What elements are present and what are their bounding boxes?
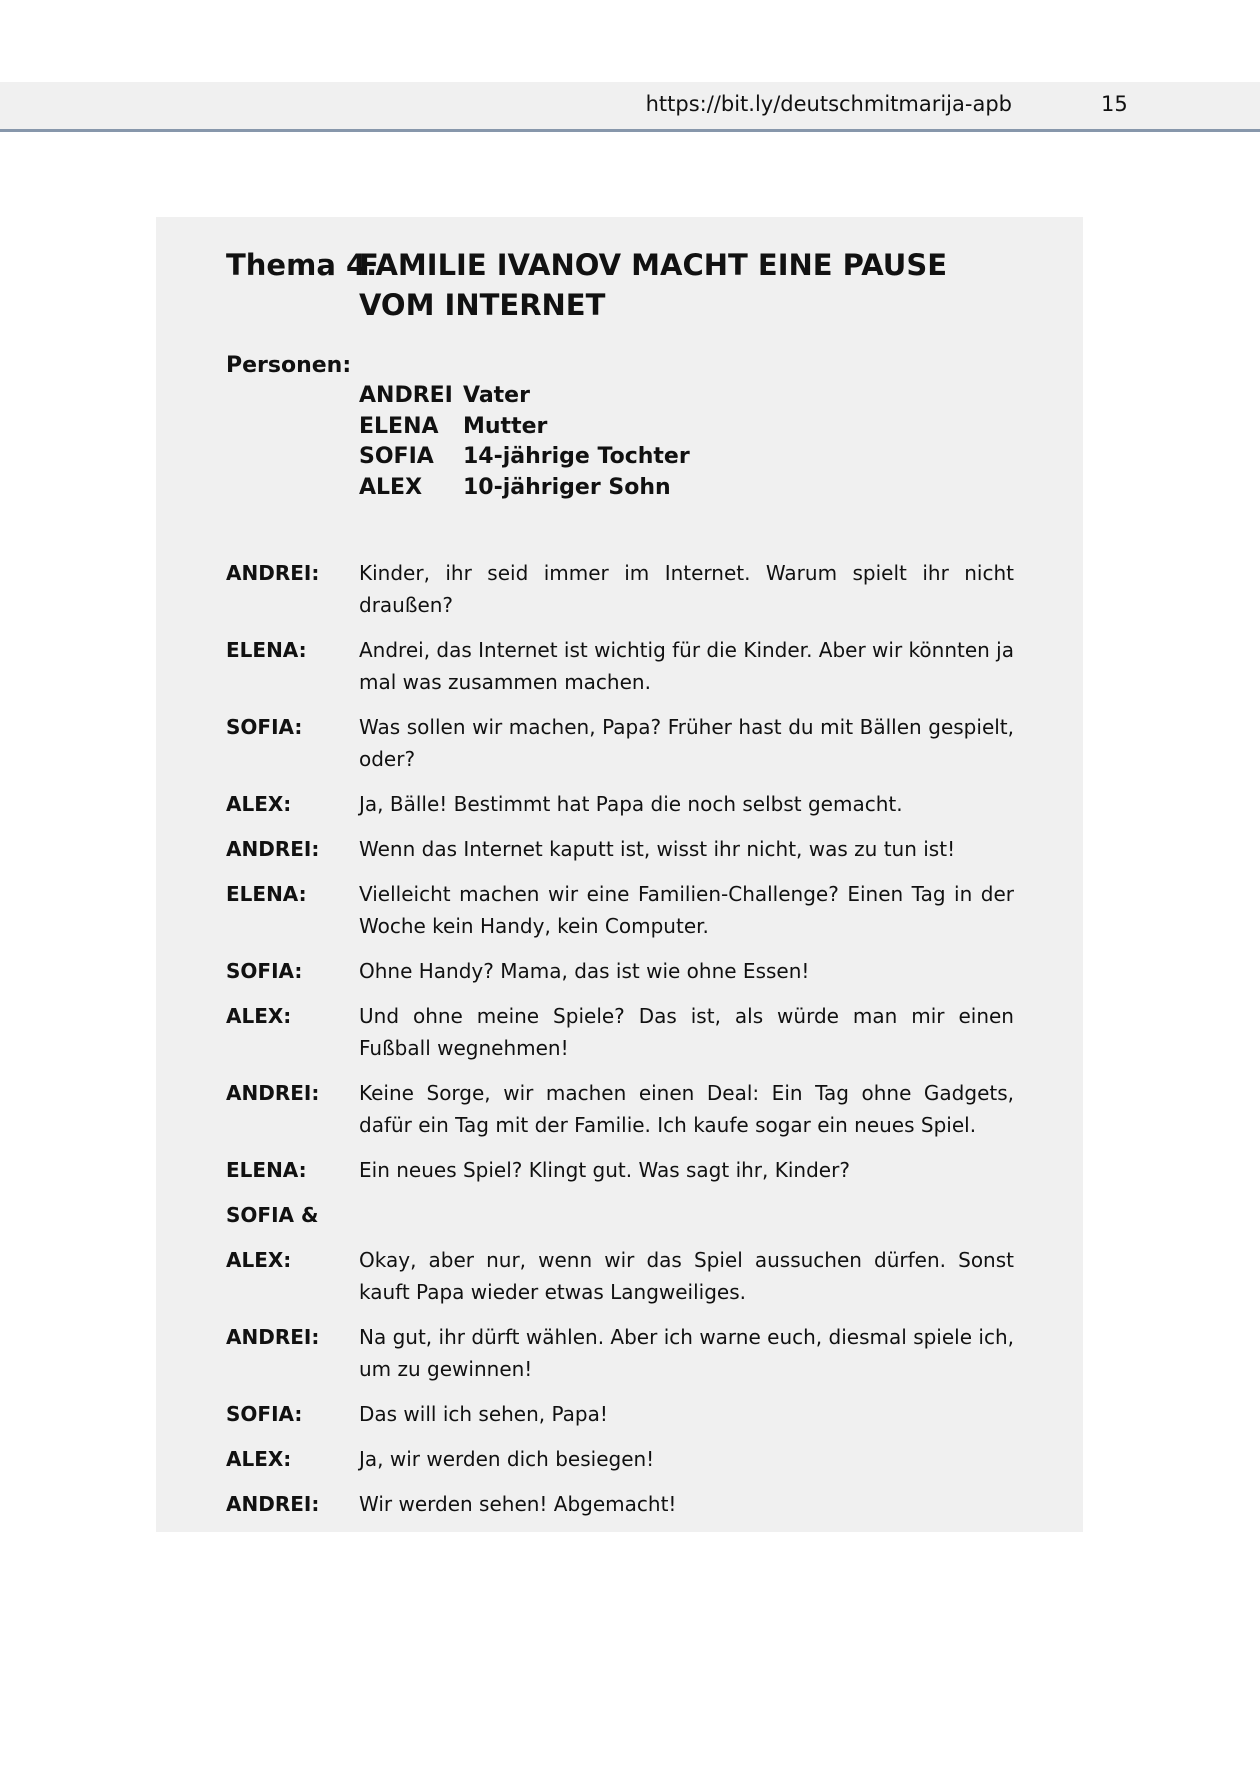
page-title: FAMILIE IVANOV MACHT EINE PAUSE VOM INTERNET [359, 248, 948, 322]
speaker-name: SOFIA: [226, 959, 303, 983]
speech-text [359, 1199, 1014, 1231]
speaker-name: ANDREI: [226, 1081, 320, 1105]
speaker-name: ELENA: [226, 1158, 307, 1182]
speaker-name: ELENA: [226, 882, 307, 906]
speaker-name: ANDREI: [226, 561, 320, 585]
speech-text: Andrei, das Internet ist wichtig für die Kinder. Aber wir könnten ja mal was zusammen machen. [359, 638, 1014, 694]
dialogue-line [226, 1154, 1014, 1186]
speaker-name: ALEX: [226, 1248, 292, 1272]
speaker-name: SOFIA & [226, 1203, 319, 1227]
dialogue-line [226, 1321, 1014, 1385]
speaker-name: ALEX: [226, 792, 292, 816]
speech-text: Kinder, ihr seid immer im Internet. Warum spielt ihr nicht draußen? [359, 561, 1014, 617]
dialogue-line [226, 788, 1014, 820]
dialogue-line [226, 955, 1014, 987]
speaker-name: SOFIA: [226, 715, 303, 739]
dialogue-line [226, 1077, 1014, 1141]
topic-label: Thema 4. [226, 248, 378, 282]
speech-text: Ja, wir werden dich besiegen! [359, 1447, 655, 1471]
cast-member [359, 442, 690, 473]
cast-label: Personen: [226, 353, 352, 378]
dialogue-line [226, 1443, 1014, 1475]
dialogue-line [226, 833, 1014, 865]
cast-member-name: ANDREI [359, 383, 453, 408]
dialogue-line [226, 1244, 1014, 1308]
dialogue-line [226, 878, 1014, 942]
dialogue-line [226, 1398, 1014, 1430]
cast-member [359, 473, 690, 504]
cast-member-role: 10-jähriger Sohn [463, 474, 671, 500]
header-url[interactable]: https://bit.ly/deutschmitmarija-apb [645, 92, 1012, 116]
cast-list [359, 381, 690, 503]
speech-text: Keine Sorge, wir machen einen Deal: Ein Tag ohne Gadgets, dafür ein Tag mit der Familie. Ich kaufe sogar ein neues Spiel. [359, 1081, 1014, 1137]
page-number: 15 [1101, 92, 1128, 116]
speaker-name: ANDREI: [226, 1325, 320, 1349]
cast-member-name: ELENA [359, 413, 439, 439]
speech-text: Na gut, ihr dürft wählen. Aber ich warne euch, diesmal spiele ich, um zu gewinnen! [359, 1325, 1014, 1381]
speech-text: Und ohne meine Spiele? Das ist, als würde man mir einen Fußball wegnehmen! [359, 1004, 1014, 1060]
speech-text: Ein neues Spiel? Klingt gut. Was sagt ihr, Kinder? [359, 1158, 850, 1182]
speaker-name: ELENA: [226, 638, 307, 662]
dialogue-line [226, 1199, 1014, 1231]
speech-text: Vielleicht machen wir eine Familien-Challenge? Einen Tag in der Woche kein Handy, kein Computer. [359, 882, 1014, 938]
cast-member-role: 14-jährige Tochter [463, 444, 690, 469]
cast-member-name: SOFIA [359, 444, 434, 469]
cast-member [359, 412, 690, 443]
speaker-name: ANDREI: [226, 837, 320, 861]
cast-member-role: Mutter [463, 413, 548, 439]
dialogue-line [226, 557, 1014, 621]
speaker-name: ALEX: [226, 1004, 292, 1028]
speaker-name: ANDREI: [226, 1492, 320, 1516]
speaker-name: SOFIA: [226, 1402, 303, 1426]
cast-member-name: ALEX [359, 474, 423, 500]
dialogue-line [226, 711, 1014, 775]
page-header [0, 82, 1260, 132]
cast-member-role: Vater [463, 383, 530, 408]
cast-member [359, 381, 690, 412]
speaker-name: ALEX: [226, 1447, 292, 1471]
dialogue-line [226, 1000, 1014, 1064]
dialogue-line [226, 634, 1014, 698]
speech-text: Wir werden sehen! Abgemacht! [359, 1492, 677, 1516]
dialogue-line [226, 1488, 1014, 1520]
speech-text: Ohne Handy? Mama, das ist wie ohne Essen! [359, 959, 810, 983]
speech-text: Wenn das Internet kaputt ist, wisst ihr nicht, was zu tun ist! [359, 837, 956, 861]
dialogue [226, 557, 1014, 1533]
speech-text: Das will ich sehen, Papa! [359, 1402, 608, 1426]
speech-text: Ja, Bälle! Bestimmt hat Papa die noch selbst gemacht. [359, 792, 903, 816]
speech-text: Okay, aber nur, wenn wir das Spiel aussuchen dürfen. Sonst kauft Papa wieder etwas Langweiliges. [359, 1248, 1014, 1304]
speech-text: Was sollen wir machen, Papa? Früher hast du mit Bällen gespielt, oder? [359, 715, 1014, 771]
script-panel [156, 217, 1083, 1532]
